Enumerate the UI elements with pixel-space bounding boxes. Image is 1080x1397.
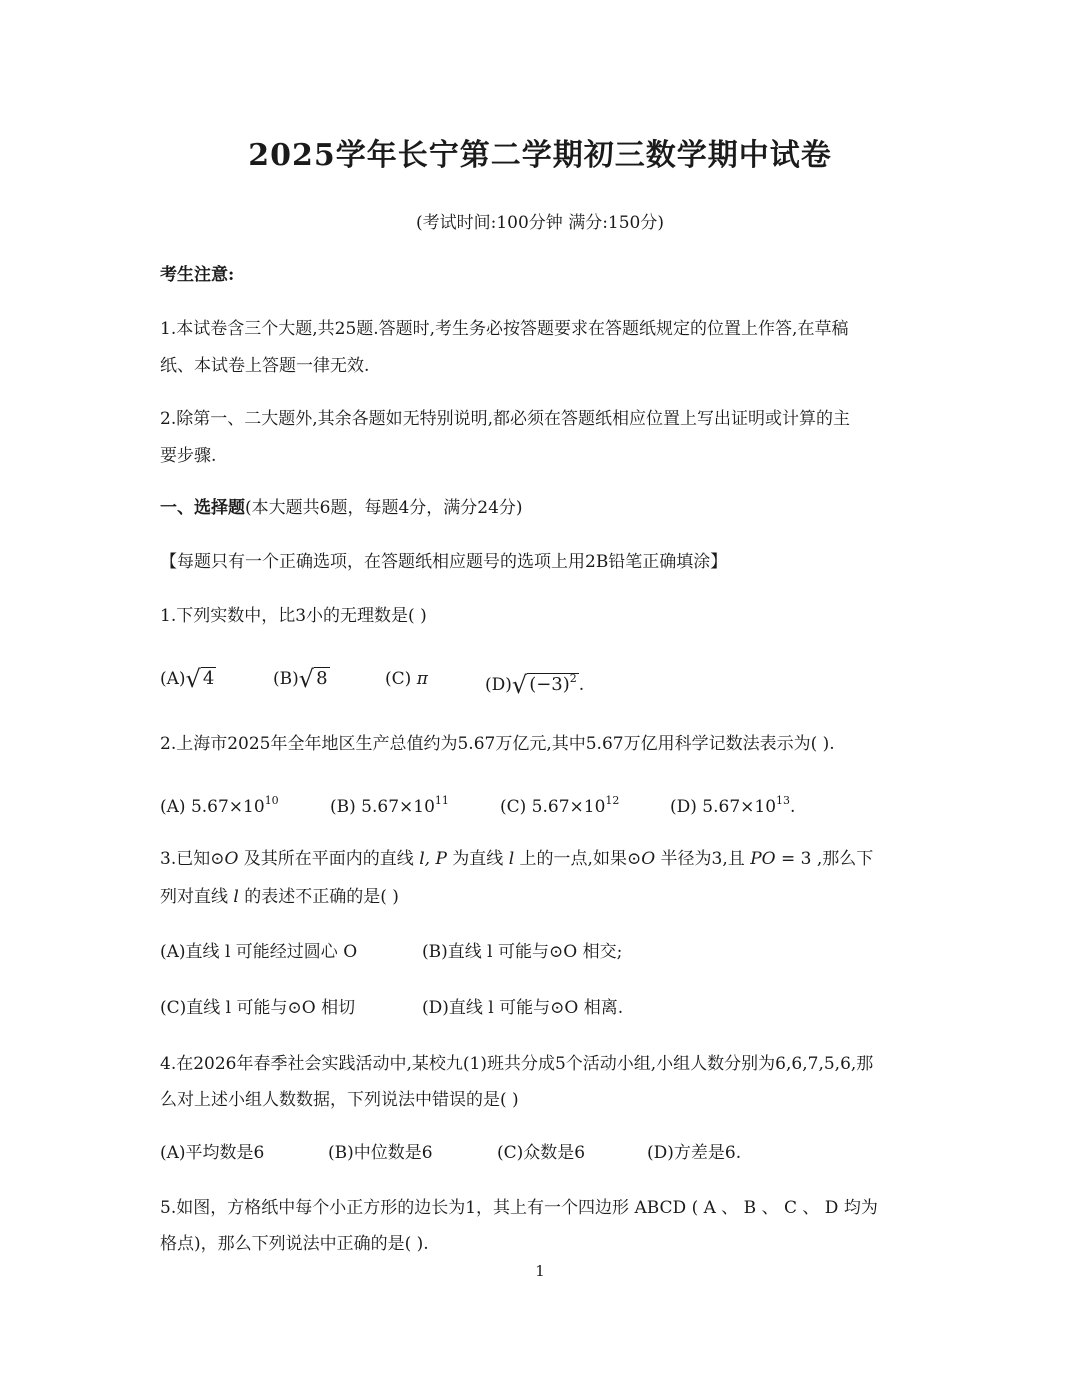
section1-instruction: 【每题只有一个正确选项，在答题纸相应题号的选项上用2B铅笔正确填涂】 (160, 552, 728, 572)
q3-stem-line2: 列对直线 l 的表述不正确的是( ) (160, 887, 399, 907)
q1-option-c: (C) π (385, 669, 428, 689)
q2-option-d: (D) $5.67\times 10^{13}$. (670, 794, 796, 817)
q2-stem: 2.上海市2025年全年地区生产总值约为5.67万亿元,其中5.67万亿用科学记数法表示为( ). (160, 734, 835, 754)
q4-option-b: (B)中位数是6 (328, 1143, 433, 1163)
page-number: 1 (535, 1262, 545, 1280)
q4-option-a: (A)平均数是6 (160, 1143, 265, 1163)
notice-1-line1: 1.本试卷含三个大题,共25题.答题时,考生务必按答题要求在答题纸规定的位置上作答,在草稿 (160, 319, 849, 339)
notice-heading: 考生注意: (160, 265, 235, 285)
q4-option-d: (D)方差是6. (647, 1143, 742, 1163)
exam-title: 2025学年长宁第二学期初三数学期中试卷 (248, 138, 832, 173)
q1-option-a: (A)√ 4 (160, 665, 215, 693)
q4-option-c: (C)众数是6 (497, 1143, 586, 1163)
q3-option-d: (D)直线 l 可能与⊙O 相离. (422, 998, 624, 1018)
exam-subtitle: (考试时间:100分钟 满分:150分) (415, 213, 665, 233)
q3-option-c: (C)直线 l 可能与⊙O 相切 (160, 998, 356, 1018)
q3-stem-line1: 3.已知⊙O 及其所在平面内的直线 l, P 为直线 l 上的一点,如果⊙O 半径为3,且 PO = 3 ,那么下 (160, 849, 874, 869)
q4-stem-line1: 4.在2026年春季社会实践活动中,某校九(1)班共分成5个活动小组,小组人数分别为6,6,7,5,6,那 (160, 1054, 874, 1074)
q1-option-b: (B)√ 8 (273, 665, 328, 693)
q5-stem-line1: 5.如图，方格纸中每个小正方形的边长为1，其上有一个四边形 ABCD ( A 、 B 、 C 、 D 均为 (160, 1198, 878, 1218)
q1-option-d: (D)√ $(-3)^2$ . (485, 671, 585, 699)
notice-2-line2: 要步骤. (160, 446, 217, 466)
q3-option-a: (A)直线 l 可能经过圆心 O (160, 942, 358, 962)
section1-header (160, 497, 523, 519)
q1-stem: 1.下列实数中，比3小的无理数是( ) (160, 606, 427, 626)
notice-1-line2: 纸、本试卷上答题一律无效. (160, 356, 370, 376)
notice-2-line1: 2.除第一、二大题外,其余各题如无特别说明,都必须在答题纸相应位置上写出证明或计算的主 (160, 409, 851, 429)
q2-option-c: (C) $5.67\times 10^{12}$ (500, 794, 620, 817)
q2-option-a: (A) $5.67\times 10^{10}$ (160, 794, 279, 817)
q2-option-b: (B) $5.67\times 10^{11}$ (330, 794, 449, 817)
q4-stem-line2: 么对上述小组人数数据，下列说法中错误的是( ) (160, 1090, 519, 1110)
section1-info: (本大题共6题，每题4分，满分24分) (245, 498, 523, 518)
q5-stem-line2: 格点)，那么下列说法中正确的是( ). (160, 1234, 429, 1254)
section1-heading: 一、选择题 (160, 498, 245, 518)
q3-option-b: (B)直线 l 可能与⊙O 相交; (422, 942, 623, 962)
